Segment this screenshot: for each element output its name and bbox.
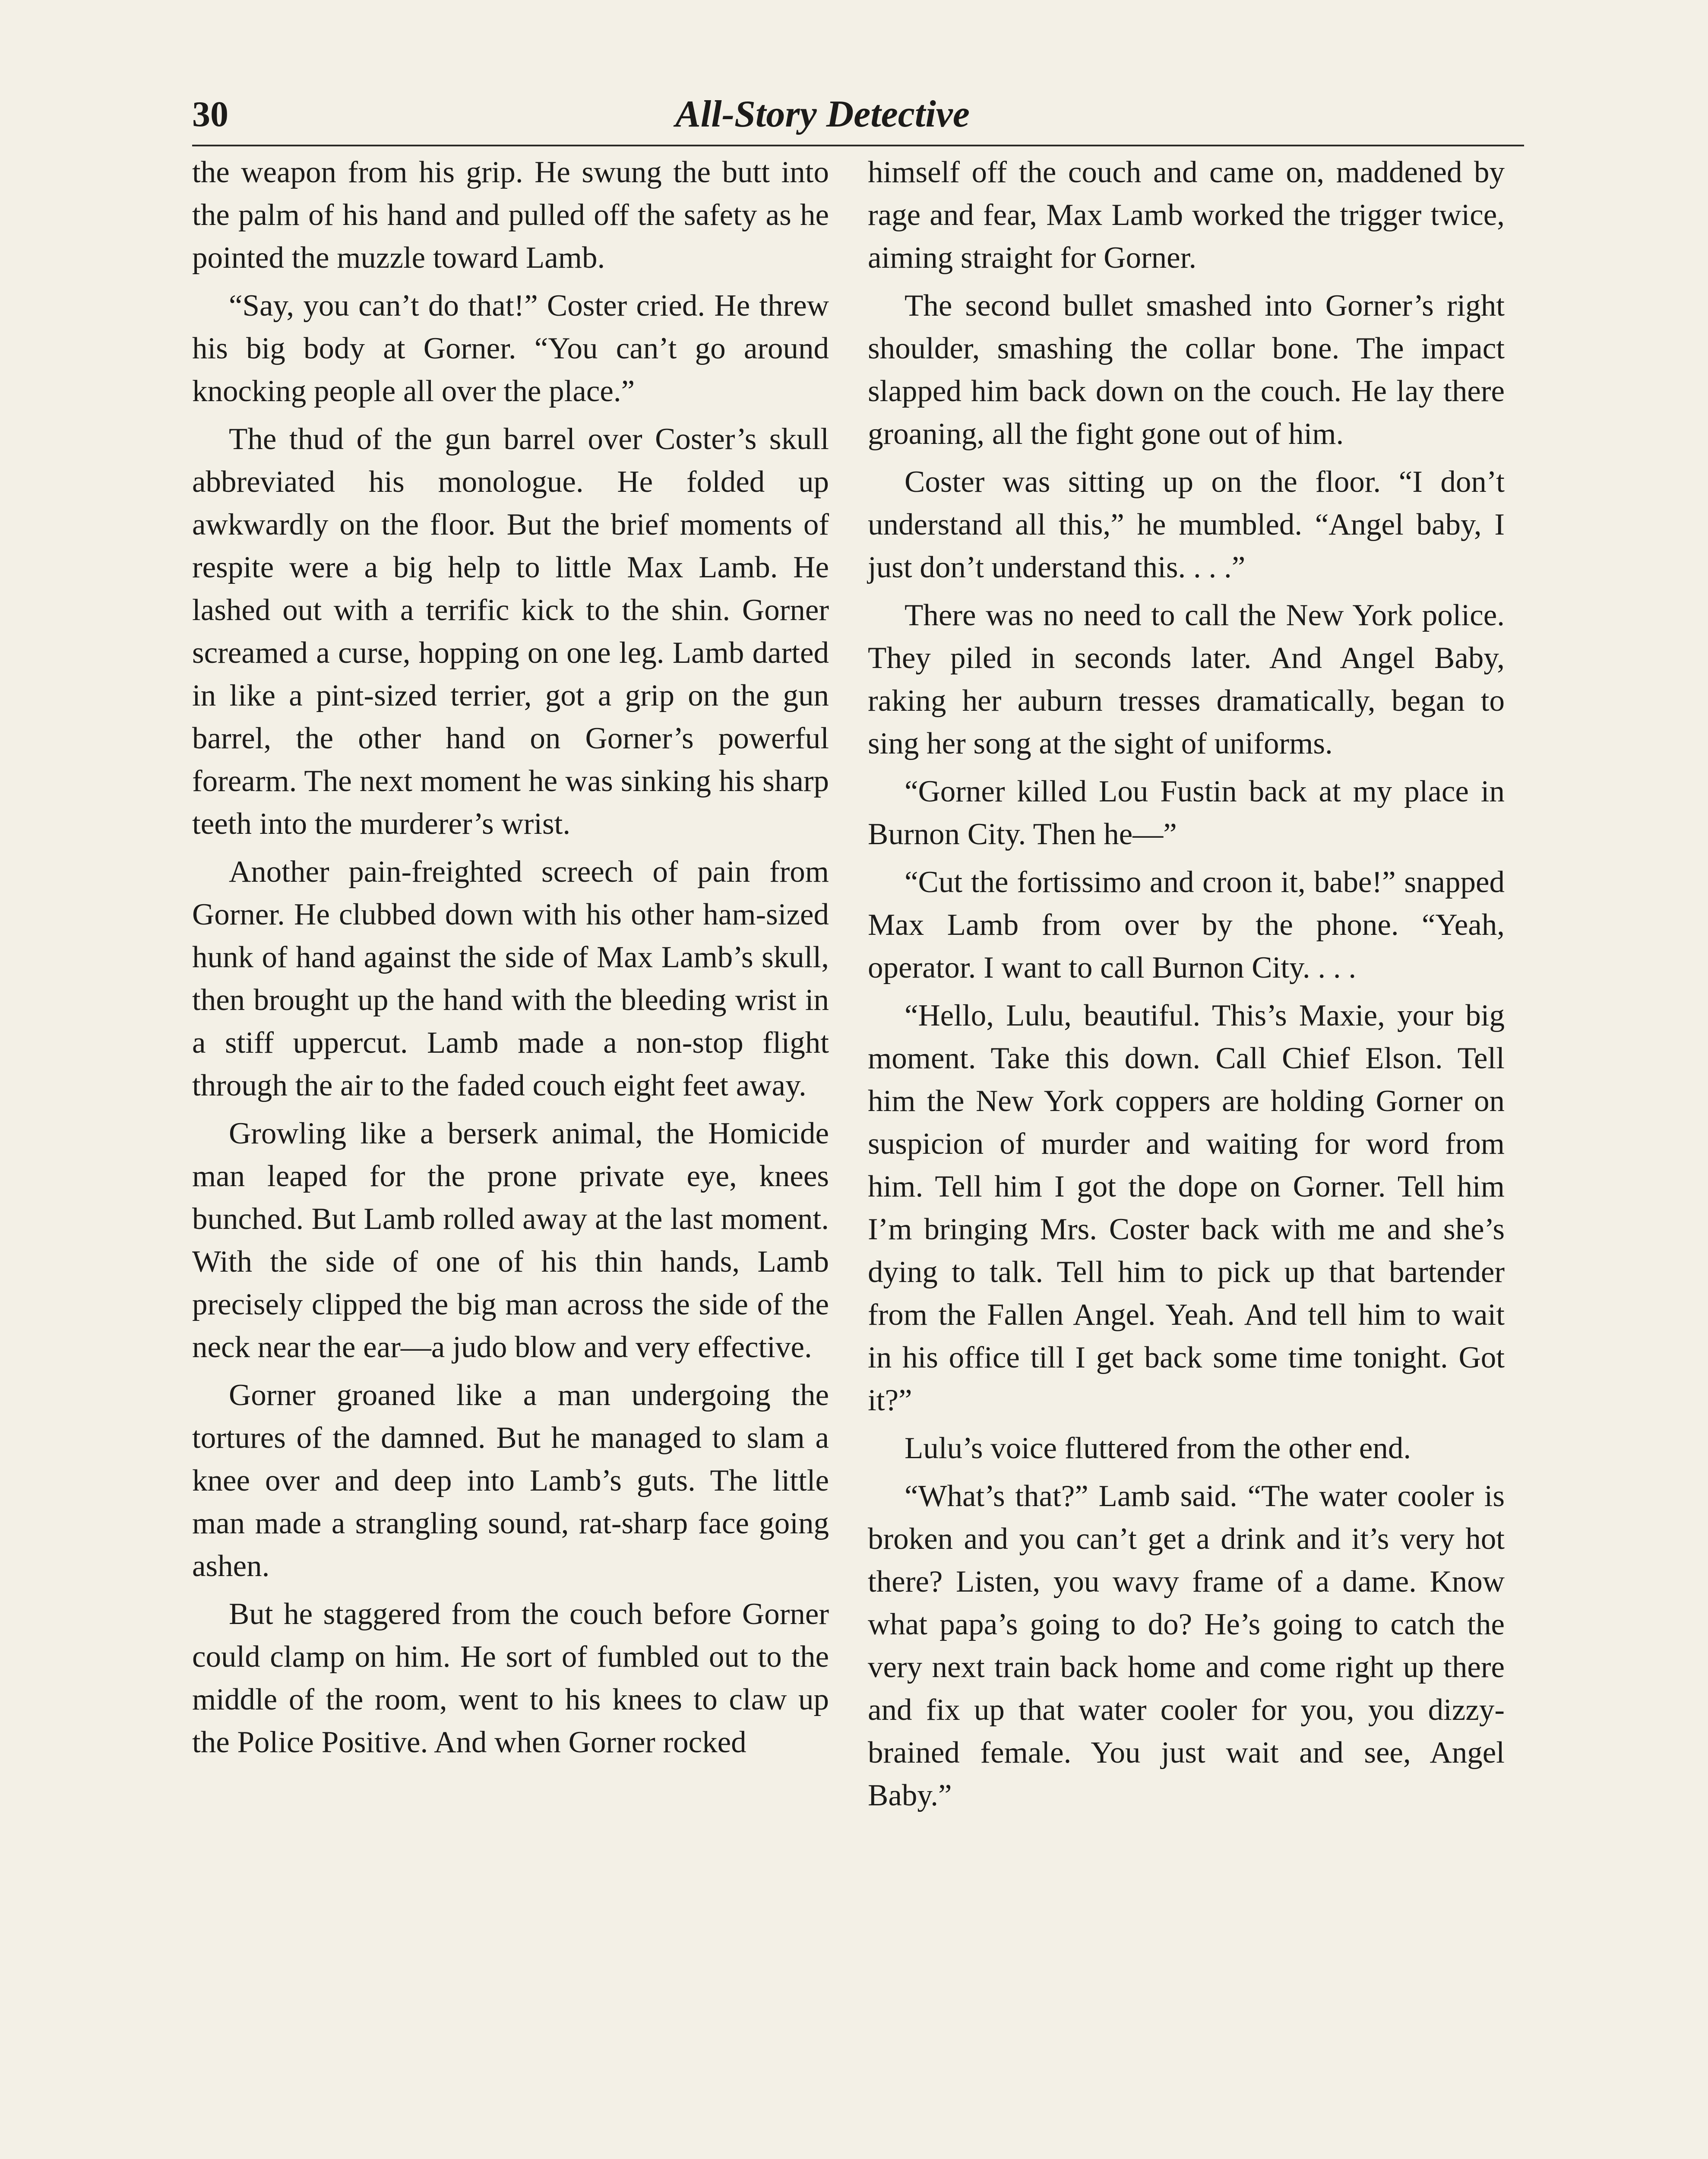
right-column xyxy=(868,151,1505,1822)
page-header xyxy=(192,89,1453,140)
paragraph: himself off the couch and came on, maddened by rage and fear, Max Lamb worked the trigger twice, aiming straight for Gorner. xyxy=(868,155,1505,275)
header-divider xyxy=(192,145,1524,146)
paragraph: “Gorner killed Lou Fustin back at my place in Burnon City. Then he—” xyxy=(868,775,1505,851)
magazine-title: All-Story Detective xyxy=(675,93,970,135)
left-column xyxy=(192,151,829,1769)
paragraph: “Cut the fortissimo and croon it, babe!” snapped Max Lamb from over by the phone. “Yeah, operator. I want to call Burnon City. . . . xyxy=(868,865,1505,985)
paragraph: Growling like a berserk animal, the Homicide man leaped for the prone private eye, knees bunched. But Lamb rolled away at the last moment. With the side of one of his thin hands, Lamb precisely clipped the big man across the side of the neck near the ear—a judo blow and very effective. xyxy=(192,1117,829,1364)
paragraph: Gorner groaned like a man undergoing the tortures of the damned. But he managed to slam a knee over and deep into Lamb’s guts. The little man made a strangling sound, rat-sharp face going ashen. xyxy=(192,1378,829,1583)
page-number: 30 xyxy=(192,94,228,134)
paragraph: The second bullet smashed into Gorner’s right shoulder, smashing the collar bone. The impact slapped him back down on the couch. He lay there groaning, all the fight gone out of him. xyxy=(868,289,1505,451)
paragraph: “Hello, Lulu, beautiful. This’s Maxie, your big moment. Take this down. Call Chief Elson. Tell him the New York coppers are holding Gorner on suspicion of murder and waiting for word from him. Tell him I got the dope on Gorner. Tell him I’m bringing Mrs. Coster back with me and she’s dying to talk. Tell him to pick up that bartender from the Fallen Angel. Yeah. And tell him to wait in his office till I get back some time tonight. Got it?” xyxy=(868,999,1505,1417)
paragraph: But he staggered from the couch before Gorner could clamp on him. He sort of fumbled out to the middle of the room, went to his knees to claw up the Police Positive. And when Gorner rocked xyxy=(192,1597,829,1759)
paragraph: The thud of the gun barrel over Coster’s skull abbreviated his monologue. He folded up awkwardly on the floor. But the brief moments of respite were a big help to little Max Lamb. He lashed out with a terrific kick to the shin. Gorner screamed a curse, hopping on one leg. Lamb darted in like a pint-sized terrier, got a grip on the gun barrel, the other hand on Gorner’s powerful forearm. The next moment he was sinking his sharp teeth into the murderer’s wrist. xyxy=(192,422,829,841)
paragraph: “Say, you can’t do that!” Coster cried. He threw his big body at Gorner. “You can’t go around knocking people all over the place.” xyxy=(192,289,829,408)
paragraph: There was no need to call the New York police. They piled in seconds later. And Angel Baby, raking her auburn tresses dramatically, began to sing her song at the sight of uniforms. xyxy=(868,598,1505,760)
paragraph: the weapon from his grip. He swung the butt into the palm of his hand and pulled off the safety as he pointed the muzzle toward Lamb. xyxy=(192,155,829,275)
paragraph: Coster was sitting up on the floor. “I don’t understand all this,” he mumbled. “Angel baby, I just don’t understand this. . . .” xyxy=(868,465,1505,584)
paragraph: “What’s that?” Lamb said. “The water cooler is broken and you can’t get a drink and it’s very hot there? Listen, you wavy frame of a dame. Know what papa’s going to do? He’s going to catch the very next train back home and come right up there and fix up that water cooler for you, you dizzy-brained female. You just wait and see, Angel Baby.” xyxy=(868,1479,1505,1812)
paragraph: Lulu’s voice fluttered from the other end. xyxy=(905,1431,1411,1465)
paragraph: Another pain-freighted screech of pain from Gorner. He clubbed down with his other ham-sized hunk of hand against the side of Max Lamb’s skull, then brought up the hand with the bleeding wrist in a stiff uppercut. Lamb made a non-stop flight through the air to the faded couch eight feet away. xyxy=(192,855,829,1102)
